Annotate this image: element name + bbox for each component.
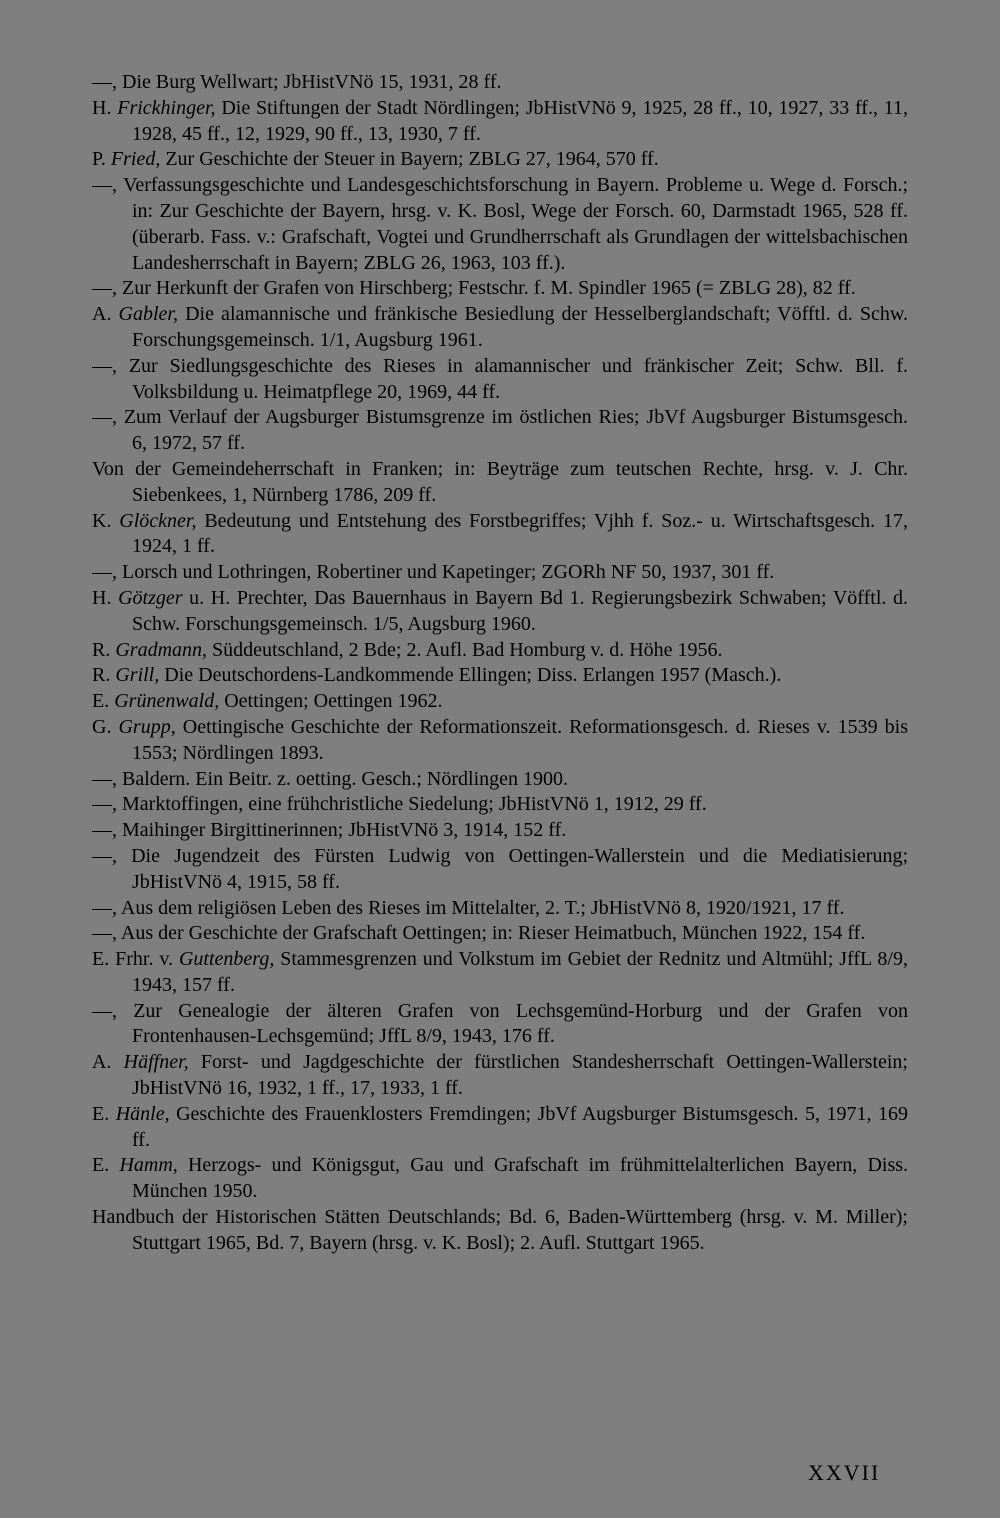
author-name: Grill, [115,664,160,687]
bibliography-entry [92,715,908,767]
entry-prefix: —, [92,277,122,300]
entry-text: Oettingen; Oettingen 1962. [219,690,443,713]
entry-text: Die Jugendzeit des Fürsten Ludwig von Oettingen-Wallerstein und die Mediatisierung; JbHistVNö 4, 1915, 58 ff. [131,844,908,893]
entry-prefix: R. [92,638,116,661]
entry-text: Geschichte des Frauenklosters Fremdingen; JbVf Augsburger Bistumsgesch. 5, 1971, 169 ff. [132,1102,908,1151]
bibliography-entry [92,896,908,922]
bibliography-entry [92,70,908,96]
entry-prefix: —, [92,844,132,867]
author-name: Hänle, [115,1102,170,1125]
author-name: Götzger [118,586,183,609]
entry-prefix: —, [92,174,124,197]
page-number: XXVII [808,1460,881,1485]
entry-prefix: —, [92,71,122,93]
entry-text: Aus dem religiösen Leben des Rieses im Mittelalter, 2. T.; JbHistVNö 8, 1920/1921, 17 ff. [120,896,845,919]
bibliography-entry [92,96,908,148]
entry-prefix: A. [92,1051,124,1074]
entry-text: Die Deutschordens-Landkommende Ellingen; Diss. Erlangen 1957 (Masch.). [159,664,782,687]
entry-text: Zur Genealogie der älteren Grafen von Lechsgemünd-Horburg und der Grafen von Frontenhausen-Lechsgemünd; JffL 8/9, 1943, 176 ff. [132,999,908,1048]
entry-prefix: —, [92,561,122,584]
entry-text: Herzogs- und Königsgut, Gau und Grafschaft im frühmittelalterlichen Bayern, Diss. München 1950. [132,1154,909,1203]
entry-text: Forst- und Jagdgeschichte der fürstlichen Standesherrschaft Oettingen-Wallerstein; JbHistVNö 16, 1932, 1 ff., 17, 1933, 1 ff. [132,1051,908,1100]
entry-prefix: —, [92,406,124,429]
bibliography-entry [92,354,908,406]
bibliography-entry [92,1153,908,1205]
entry-prefix: E. [92,1102,116,1125]
entry-prefix: E. [92,690,115,713]
author-name: Grupp, [118,715,176,738]
author-name: Gabler, [118,303,178,326]
entry-prefix: P. [92,148,111,171]
entry-prefix: E. Frhr. v. [92,948,179,971]
entry-prefix: —, [92,793,122,816]
bibliography-entry [92,1102,908,1154]
bibliography-entry [92,509,908,561]
entry-prefix: —, [92,767,122,790]
entry-prefix: A. [92,303,119,326]
bibliography-entry [92,405,908,457]
entry-text: Stammesgrenzen und Volkstum im Gebiet der Rednitz und Altmühl; JffL 8/9, 1943, 157 ff. [132,948,908,996]
entry-prefix: —, [92,896,121,919]
entry-text: Verfassungsgeschichte und Landesgeschichtsforschung in Bayern. Probleme u. Wege d. Forsch.; in: Zur Geschichte der Bayern, hrsg. v. K. Bosl, Wege der Forsch. 60, Darmstadt 1965, 528 ff. (überarb. Fass. v.: Grafschaft, Vogtei und Grundherrschaft als Grundlagen der wittelsbachischen Landesherrschaft in Bayern; ZBLG 26, 1963, 103 ff.). [123,174,909,274]
entry-prefix: G. [92,715,119,738]
author-name: Guttenberg, [178,948,275,971]
entry-text: Die alamannische und fränkische Besiedlung der Hesselberglandschaft; Vöfftl. d. Schw. Forschungsgemeinsch. 1/1, Augsburg 1961. [132,303,908,351]
bibliography-entry [92,173,908,276]
entry-text: Zum Verlauf der Augsburger Bistumsgrenze im östlichen Ries; JbVf Augsburger Bistumsgesch. 6, 1972, 57 ff. [123,406,909,455]
author-name: Gradmann, [115,638,208,661]
entry-prefix: —, [92,922,121,945]
entry-prefix: E. [92,1154,120,1177]
entry-text: Zur Siedlungsgeschichte des Rieses in alamannischer und fränkischer Zeit; Schw. Bll. f. Volksbildung u. Heimatpflege 20, 1969, 44 ff. [128,354,908,403]
entry-text: Maihinger Birgittinerinnen; JbHistVNö 3, 1914, 152 ff. [122,819,567,842]
entry-prefix: R. [92,664,116,687]
bibliography-entry [92,147,908,173]
bibliography-entry [92,818,908,844]
entry-text: Lorsch und Lothringen, Robertiner und Kapetinger; ZGORh NF 50, 1937, 301 ff. [122,561,775,584]
author-name: Grünenwald, [114,690,220,713]
bibliography-entry [92,1205,908,1257]
author-name: Hamm, [119,1154,178,1177]
entry-prefix: H. [92,586,119,609]
bibliography-entry [92,586,908,638]
bibliography-page [92,70,908,1257]
entry-text: Zur Geschichte der Steuer in Bayern; ZBLG 27, 1964, 570 ff. [160,148,659,171]
entry-prefix: —, [92,999,134,1022]
bibliography-entry [92,457,908,509]
entry-text: Bedeutung und Entstehung des Forstbegriffes; Vjhh f. Soz.- u. Wirtschaftsgesch. 17, 1924, 1 ff. [132,509,908,558]
bibliography-entry [92,302,908,354]
author-name: Fried, [110,148,161,171]
entry-text: u. H. Prechter, Das Bauernhaus in Bayern Bd 1. Regierungsbezirk Schwaben; Vöfftl. d. Schw. Forschungsgemeinsch. 1/5, Augsburg 1960. [132,586,908,635]
bibliography-entry [92,689,908,715]
entry-text: Die Stiftungen der Stadt Nördlingen; JbHistVNö 9, 1925, 28 ff., 10, 1927, 33 ff., 11, 1928, 45 ff., 12, 1929, 90 ff., 13, 1930, 7 ff. [132,96,908,145]
entry-text: Zur Herkunft der Grafen von Hirschberg; Festschr. f. M. Spindler 1965 (= ZBLG 28), 82 ff. [122,277,856,300]
bibliography-entry [92,947,908,999]
entry-text: Von der Gemeindeherrschaft in Franken; in: Beyträge zum teutschen Rechte, hrsg. v. J. Chr. Siebenkees, 1, Nürnberg 1786, 209 ff. [92,457,908,506]
bibliography-entry [92,921,908,947]
entry-text: Marktoffingen, eine frühchristliche Siedelung; JbHistVNö 1, 1912, 29 ff. [122,793,707,816]
entry-prefix: K. [92,509,120,532]
entry-text: Süddeutschland, 2 Bde; 2. Aufl. Bad Homburg v. d. Höhe 1956. [207,638,723,661]
entry-text: Die Burg Wellwart; JbHistVNö 15, 1931, 28 ff. [122,71,502,93]
author-name: Glöckner, [119,509,197,532]
bibliography-entry [92,999,908,1051]
entry-text: Baldern. Ein Beitr. z. oetting. Gesch.; Nördlingen 1900. [122,767,569,790]
bibliography-entry [92,663,908,689]
bibliography-entry [92,560,908,586]
entry-prefix: H. [92,96,118,119]
bibliography-entry [92,767,908,793]
bibliography-entry [92,276,908,302]
bibliography-entry [92,792,908,818]
bibliography-entry [92,638,908,664]
entry-prefix: —, [92,354,129,377]
entry-prefix: —, [92,819,122,842]
author-name: Häffner, [123,1051,189,1074]
entry-text: Oettingische Geschichte der Reformationszeit. Reformationsgesch. d. Rieses v. 1539 bis 1553; Nördlingen 1893. [132,715,908,764]
entry-text: Handbuch der Historischen Stätten Deutschlands; Bd. 6, Baden-Württemberg (hrsg. v. M. Miller); Stuttgart 1965, Bd. 7, Bayern (hrsg. v. K. Bosl); 2. Aufl. Stuttgart 1965. [92,1206,908,1254]
bibliography-entry [92,844,908,896]
bibliography-entry [92,1050,908,1102]
author-name: Frickhinger, [117,96,216,119]
entry-text: Aus der Geschichte der Grafschaft Oettingen; in: Rieser Heimatbuch, München 1922, 154 ff. [120,922,866,945]
